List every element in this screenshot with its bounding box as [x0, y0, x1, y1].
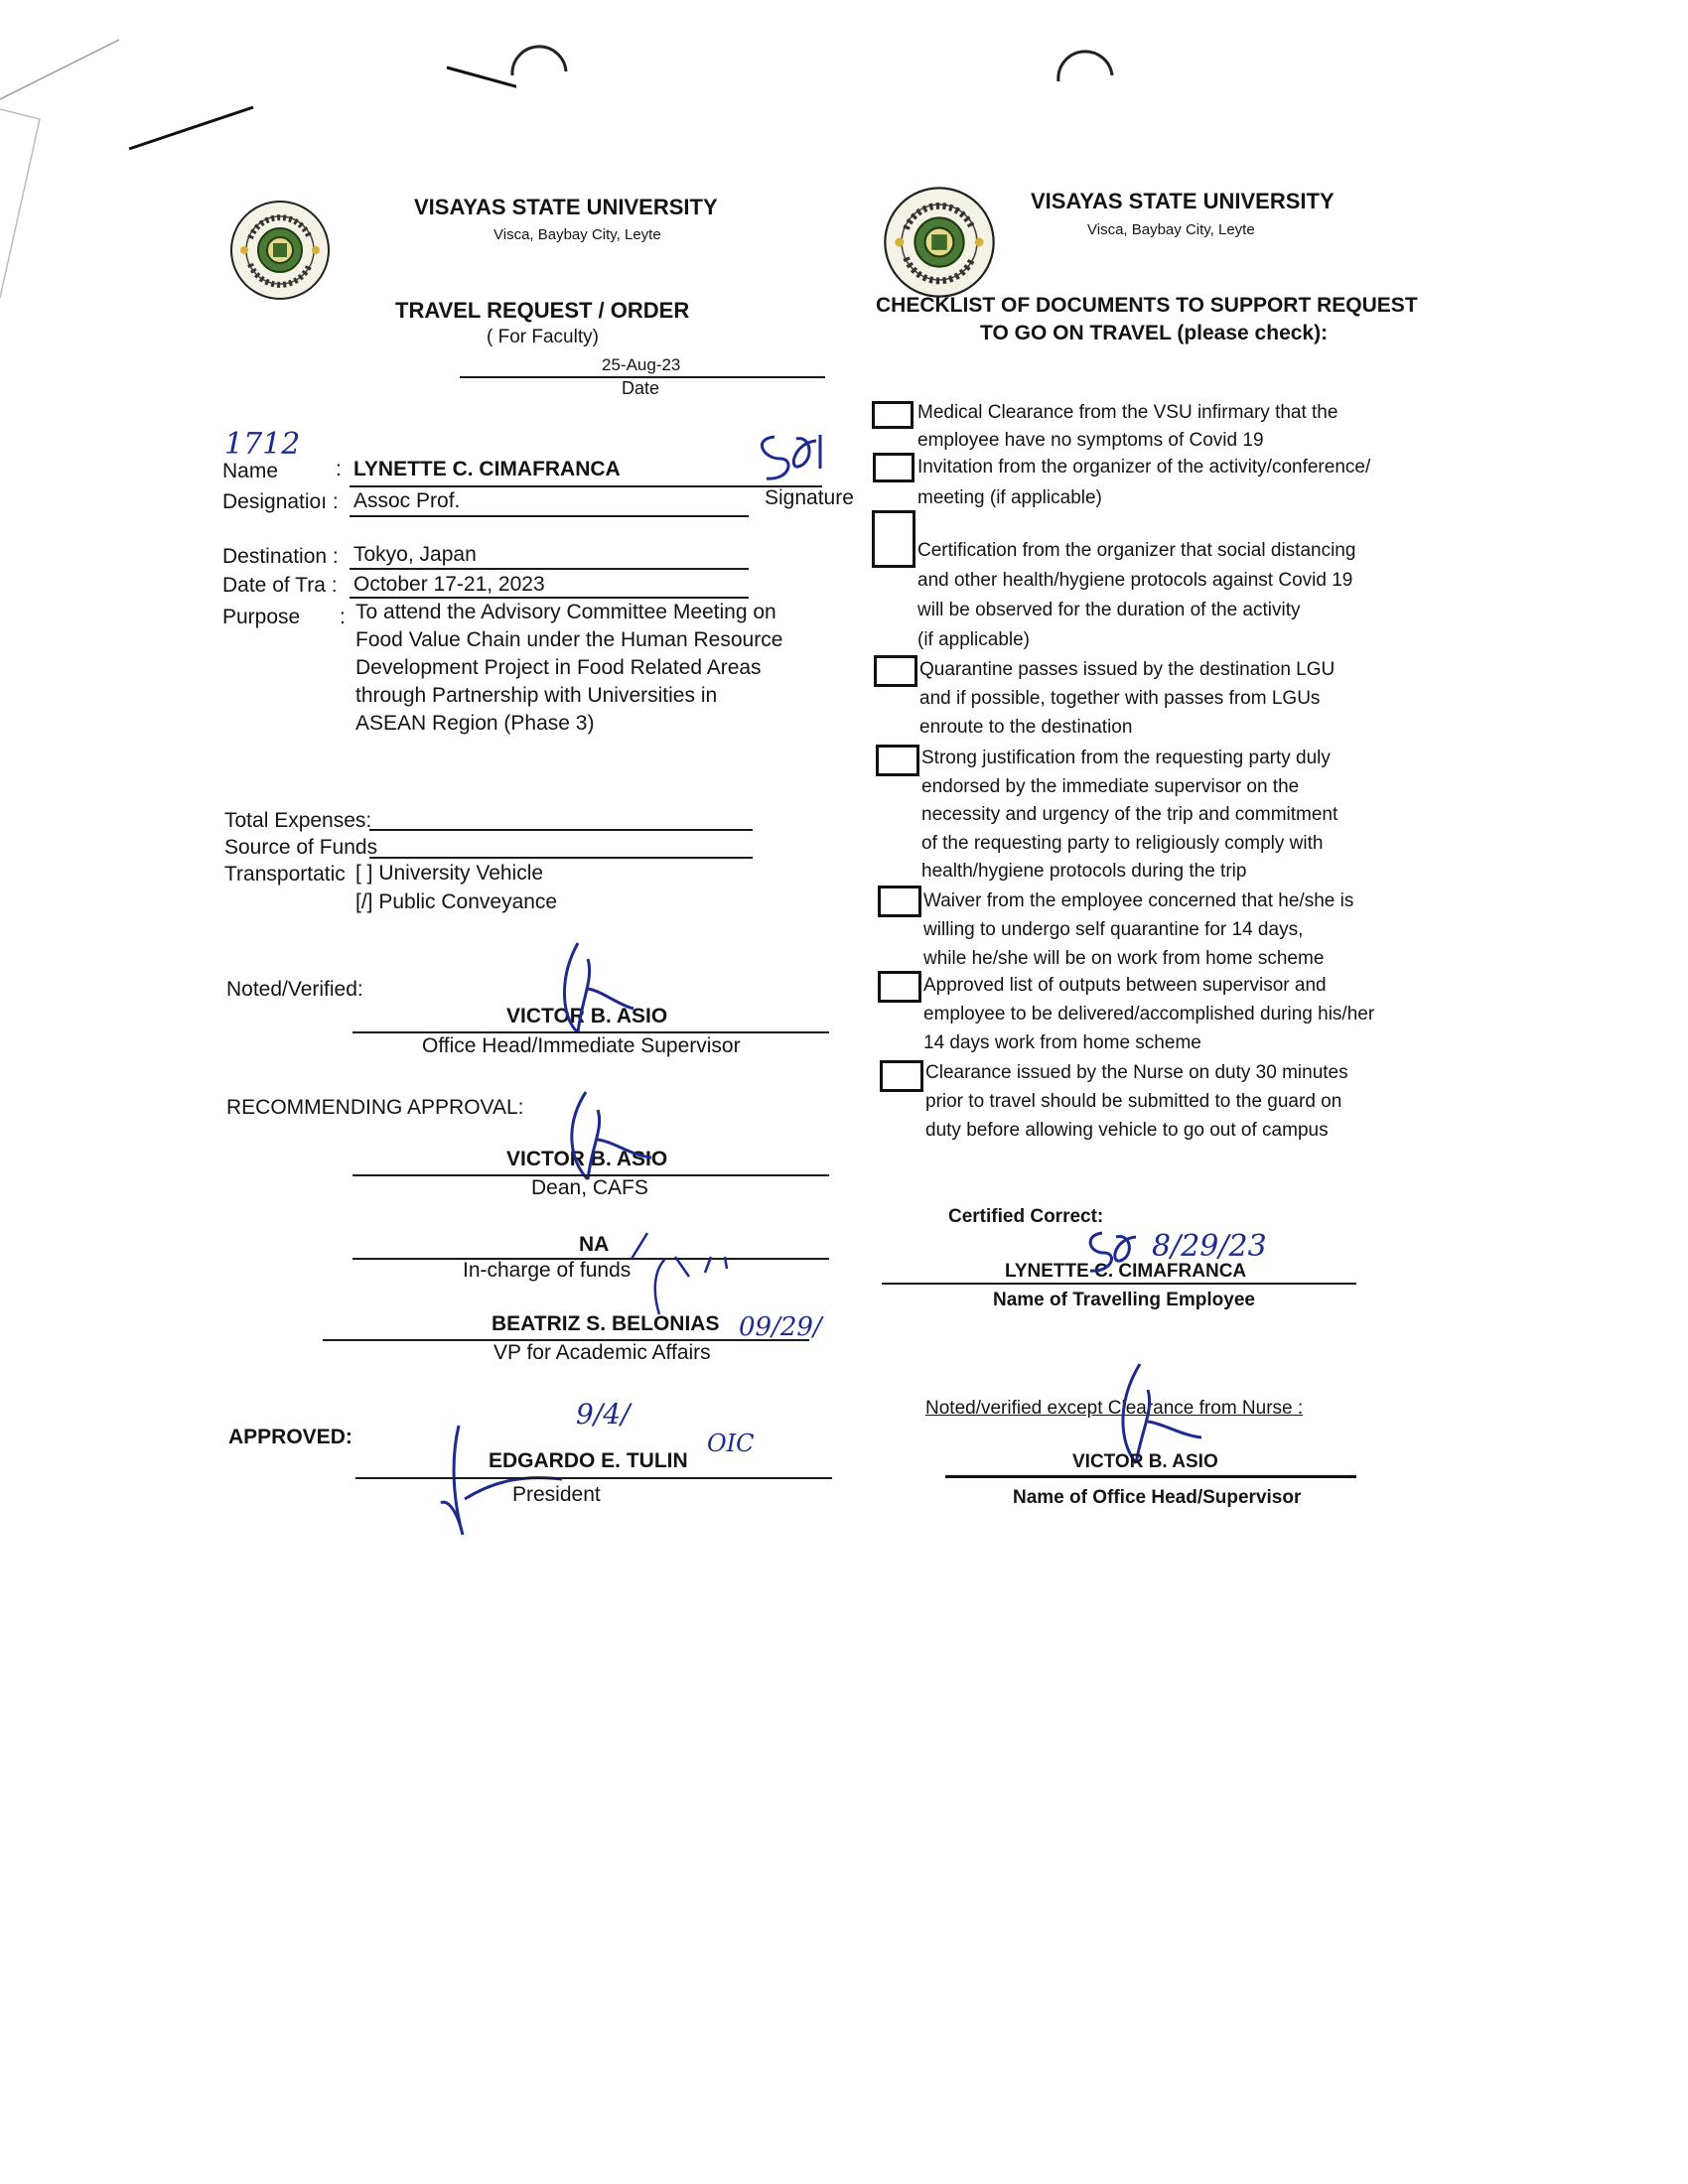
president-underline	[355, 1477, 832, 1479]
signature-label: Signature	[765, 486, 854, 509]
checklist-item-waiver: Waiver from the employee concerned that he/she is willing to undergo self quarantine for 14 days, while he/she will be on work from home scheme	[923, 890, 1354, 969]
transport-option-university-vehicle: [ ] University Vehicle	[355, 862, 544, 885]
name-value: LYNETTE C. CIMAFRANCA	[353, 458, 621, 480]
form-title: TRAVEL REQUEST / ORDER	[395, 298, 690, 323]
transport-option-public-conveyance: [/] Public Conveyance	[355, 890, 558, 913]
supervisor-signature	[548, 939, 637, 1038]
date-label: Date	[622, 378, 660, 398]
noted-verified-label: Noted/Verified:	[226, 978, 363, 1001]
president-handwritten-date: 9/4/	[576, 1398, 631, 1431]
recommending-approval-label: RECOMMENDING APPROVAL:	[226, 1096, 524, 1119]
checklist-checkbox-medical-clearance[interactable]	[872, 401, 914, 429]
punch-hole-right	[1053, 42, 1122, 101]
supervisor-title: Office Head/Immediate Supervisor	[422, 1034, 741, 1057]
date-value: 25-Aug-23	[602, 355, 681, 374]
checklist-item-medical-clearance: Medical Clearance from the VSU infirmary that the employee have no symptoms of Covid 19	[917, 402, 1338, 451]
checklist-title-line2: TO GO ON TRAVEL (please check):	[980, 322, 1329, 344]
funds-initial	[596, 1229, 735, 1318]
certified-title: Name of Travelling Employee	[993, 1290, 1255, 1310]
certified-handwritten-date: 8/29/23	[1152, 1229, 1267, 1264]
source-of-funds-label: Source of Funds	[224, 836, 378, 859]
approved-label: APPROVED:	[228, 1426, 352, 1448]
checklist-title-line1: CHECKLIST OF DOCUMENTS TO SUPPORT REQUEST	[876, 294, 1418, 317]
destination-label: Destination :	[222, 545, 339, 568]
president-name: EDGARDO E. TULIN	[489, 1449, 688, 1472]
designation-underline	[350, 515, 749, 517]
supervisor-name: VICTOR B. ASIO	[506, 1005, 668, 1027]
purpose-label: Purpose	[222, 606, 301, 628]
vp-handwritten-date: 09/29/	[739, 1312, 822, 1342]
checklist-noted-label: Noted/verified except Clearance from Nurse :	[925, 1398, 1304, 1419]
form-subtitle: ( For Faculty)	[487, 327, 599, 347]
university-address: Visca, Baybay City, Leyte	[493, 226, 661, 243]
dean-signature	[556, 1086, 655, 1185]
university-seal-right	[882, 185, 997, 300]
president-handwritten-note: OIC	[707, 1430, 755, 1457]
date-of-travel-label: Date of Tra :	[222, 574, 338, 597]
checklist-item-approved-outputs: Approved list of outputs between supervisor and employee to be delivered/accomplished during his/her 14 days work from home scheme	[923, 975, 1375, 1053]
university-name: VISAYAS STATE UNIVERSITY	[414, 195, 718, 219]
vp-name: BEATRIZ S. BELONIAS	[492, 1312, 720, 1335]
university-seal-left	[228, 199, 332, 302]
total-expenses-underline	[369, 829, 753, 831]
date-of-travel-value: October 17-21, 2023	[353, 573, 545, 596]
certified-correct-label: Certified Correct:	[948, 1206, 1104, 1227]
certified-signature	[1080, 1227, 1150, 1287]
checklist-checkbox-quarantine-passes[interactable]	[874, 655, 917, 687]
checklist-university-name: VISAYAS STATE UNIVERSITY	[1031, 189, 1335, 213]
checklist-item-nurse-clearance: Clearance issued by the Nurse on duty 30 minutes prior to travel should be submitted to the guard on duty before allowing vehicle to go out of campus	[925, 1062, 1348, 1141]
total-expenses-label: Total Expenses:	[224, 809, 372, 832]
checklist-checkbox-invitation[interactable]	[873, 453, 914, 482]
checklist-supervisor-underline	[945, 1475, 1356, 1478]
dean-title: Dean, CAFS	[531, 1176, 648, 1199]
president-signature	[437, 1420, 566, 1539]
checklist-checkbox-nurse-clearance[interactable]	[880, 1060, 923, 1092]
dean-name: VICTOR B. ASIO	[506, 1148, 668, 1170]
purpose-text: To attend the Advisory Committee Meeting on Food Value Chain under the Human Resource Development Project in Food Related Areas through Partnership with Universities in ASEAN Region (Phase 3)	[355, 601, 783, 735]
name-label: Name	[222, 460, 279, 482]
checklist-university-address: Visca, Baybay City, Leyte	[1087, 221, 1255, 238]
designation-value: Assoc Prof.	[353, 489, 461, 512]
handwritten-record-number: 1712	[224, 427, 301, 462]
checklist-item-justification: Strong justification from the requesting party duly endorsed by the immediate supervisor on the necessity and urgency of the trip and commitment of the requesting party to religiously comply with health/hygiene protocols during the trip	[921, 748, 1338, 882]
president-title: President	[512, 1483, 601, 1506]
destination-value: Tokyo, Japan	[353, 543, 477, 566]
checklist-checkbox-certification[interactable]	[872, 510, 915, 568]
checklist-checkbox-justification[interactable]	[876, 745, 919, 776]
vp-title: VP for Academic Affairs	[493, 1341, 711, 1364]
checklist-checkbox-waiver[interactable]	[878, 886, 921, 917]
destination-underline	[350, 568, 749, 570]
checklist-item-invitation: Invitation from the organizer of the activity/conference/ meeting (if applicable)	[917, 457, 1371, 508]
certified-name: LYNETTE C. CIMAFRANCA	[1005, 1261, 1247, 1282]
checklist-supervisor-name: VICTOR B. ASIO	[1072, 1451, 1218, 1472]
checklist-checkbox-approved-outputs[interactable]	[878, 971, 921, 1003]
funds-value: NA	[579, 1233, 610, 1256]
checklist-supervisor-title: Name of Office Head/Supervisor	[1013, 1487, 1302, 1508]
funds-title: In-charge of funds	[463, 1259, 632, 1282]
designation-label: Designatioı :	[222, 490, 339, 513]
name-underline	[350, 485, 822, 487]
checklist-item-certification: Certification from the organizer that social distancing and other health/hygiene protocols against Covid 19 will be observed for the duration of the activity (if applicable)	[917, 540, 1356, 650]
transportation-label: Transportatic	[224, 863, 346, 886]
supervisor-underline	[352, 1031, 829, 1033]
checklist-item-quarantine-passes: Quarantine passes issued by the destination LGU and if possible, together with passes from LGUs enroute to the destination	[919, 659, 1336, 738]
certified-underline	[882, 1283, 1356, 1285]
source-of-funds-underline	[369, 857, 753, 859]
